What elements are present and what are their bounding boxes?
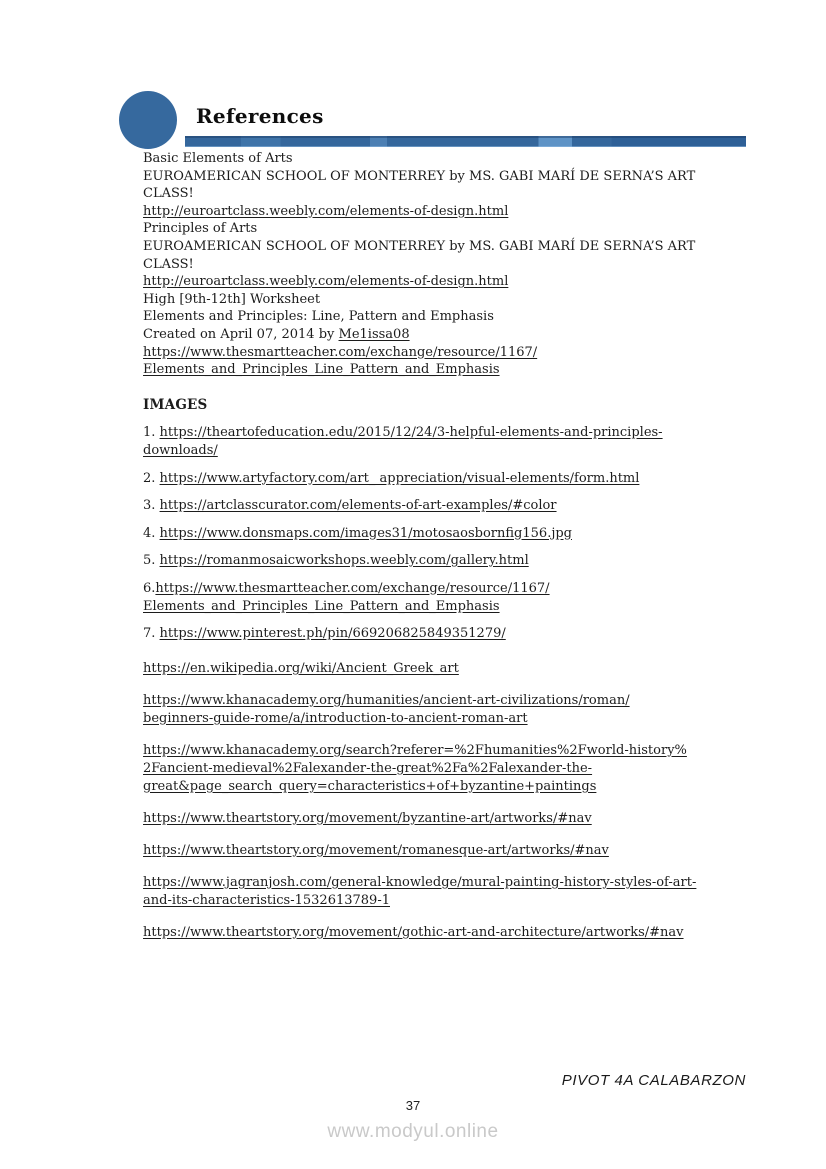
source-links-list (143, 660, 696, 956)
source-link[interactable]: https://www.theartstory.org/movement/gothic-art-and-architecture/artworks/#nav (143, 925, 684, 940)
reference-link[interactable]: http://euroartclass.weebly.com/elements-of-design.html (143, 274, 509, 290)
source-link[interactable]: https://en.wikipedia.org/wiki/Ancient_Greek_art (143, 661, 459, 676)
source-link-paragraph (143, 810, 696, 828)
item-number: 4. (143, 525, 160, 541)
section-bullet-circle (119, 91, 177, 149)
reference-line (143, 344, 695, 362)
source-link[interactable]: https://www.theartstory.org/movement/byzantine-art/artworks/#nav (143, 811, 592, 826)
source-link-paragraph (143, 874, 696, 910)
reference-line (143, 150, 695, 168)
reference-text: EUROAMERICAN SCHOOL OF MONTERREY by MS. GABI MARÍ DE SERNA’S ART (143, 168, 696, 184)
reference-link[interactable]: http://euroartclass.weebly.com/elements-of-design.html (143, 203, 509, 219)
image-link-item (143, 525, 663, 543)
item-number: 2. (143, 470, 160, 486)
image-link-item (143, 424, 663, 460)
reference-line (143, 256, 695, 274)
source-link-paragraph (143, 842, 696, 860)
page-number: 37 (405, 1098, 421, 1113)
reference-line (143, 326, 695, 344)
reference-text: High [9th-12th] Worksheet (143, 291, 321, 307)
reference-line (143, 361, 695, 379)
image-link[interactable]: https://www.artyfactory.com/art_ appreciation/visual-elements/form.html (159, 470, 640, 486)
reference-line (143, 185, 695, 203)
image-link-item (143, 470, 663, 488)
source-link[interactable]: https://www.theartstory.org/movement/romanesque-art/artworks/#nav (143, 843, 609, 858)
image-link[interactable]: https://www.pinterest.ph/pin/669206825849351279/ (159, 626, 506, 641)
source-link[interactable]: 2Fancient-medieval%2Falexander-the-great%2Fa%2Falexander-the- (143, 761, 593, 776)
title-underline-bar (185, 136, 746, 147)
source-link[interactable]: beginners-guide-rome/a/introduction-to-ancient-roman-art (143, 711, 528, 726)
source-link[interactable]: https://www.khanacademy.org/search?referer=%2Fhumanities%2Fworld-history% (143, 743, 687, 758)
source-link[interactable]: https://www.jagranjosh.com/general-knowledge/mural-painting-history-styles-of-art- (143, 875, 697, 890)
reference-link[interactable]: Me1issa08 (338, 326, 410, 342)
image-link-item (143, 625, 663, 643)
reference-text: Principles of Arts (143, 221, 258, 237)
source-link[interactable]: and-its-characteristics-1532613789-1 (143, 893, 390, 908)
image-link[interactable]: downloads/ (143, 443, 218, 458)
page-title: References (196, 104, 324, 128)
source-link-paragraph (143, 742, 696, 796)
image-links-list (143, 424, 663, 653)
images-section-heading: IMAGES (143, 397, 208, 413)
reference-text: Created on April 07, 2014 by (143, 326, 339, 342)
image-link[interactable]: https://theartofeducation.edu/2015/12/24/3-helpful-elements-and-principles- (159, 425, 663, 440)
item-number: 6. (143, 580, 156, 596)
item-number: 3. (143, 498, 160, 513)
image-link[interactable]: https://www.donsmaps.com/images31/motosaosbornfig156.jpg (159, 525, 572, 541)
source-link-paragraph (143, 692, 696, 728)
item-number: 1. (143, 425, 160, 440)
image-link-item (143, 552, 663, 570)
item-number: 5. (143, 553, 160, 568)
reference-text: Elements and Principles: Line, Pattern and Emphasis (143, 309, 494, 325)
image-link[interactable]: https://romanmosaicworkshops.weebly.com/gallery.html (159, 553, 529, 568)
reference-link[interactable]: https://www.thesmartteacher.com/exchange/resource/1167/ (143, 344, 538, 360)
item-number: 7. (143, 626, 160, 641)
reference-line (143, 203, 695, 221)
references-block (143, 150, 695, 379)
image-link[interactable]: https://www.thesmartteacher.com/exchange/resource/1167/ (155, 580, 550, 596)
reference-line (143, 291, 695, 309)
reference-line (143, 273, 695, 291)
edition-label: PIVOT 4A CALABARZON (561, 1072, 746, 1089)
image-link[interactable]: https://artclasscurator.com/elements-of-art-examples/#color (159, 498, 557, 513)
reference-text: CLASS! (143, 186, 194, 202)
reference-line (143, 238, 695, 256)
reference-line (143, 220, 695, 238)
image-link-item (143, 497, 663, 515)
site-watermark: www.modyul.online (327, 1121, 499, 1142)
image-link-item (143, 580, 663, 616)
reference-line (143, 168, 695, 186)
reference-link[interactable]: Elements_and_Principles_Line_Pattern_and_Emphasis (143, 362, 500, 378)
reference-line (143, 308, 695, 326)
reference-text: Basic Elements of Arts (143, 151, 293, 166)
image-link[interactable]: Elements_and_Principles_Line_Pattern_and_Emphasis (143, 598, 500, 614)
source-link-paragraph (143, 924, 696, 942)
source-link[interactable]: great&page_search_query=characteristics+of+byzantine+paintings (143, 779, 597, 794)
reference-text: EUROAMERICAN SCHOOL OF MONTERREY by MS. GABI MARÍ DE SERNA’S ART (143, 238, 696, 254)
source-link-paragraph (143, 660, 696, 678)
source-link[interactable]: https://www.khanacademy.org/humanities/ancient-art-civilizations/roman/ (143, 693, 630, 708)
reference-text: CLASS! (143, 256, 194, 272)
